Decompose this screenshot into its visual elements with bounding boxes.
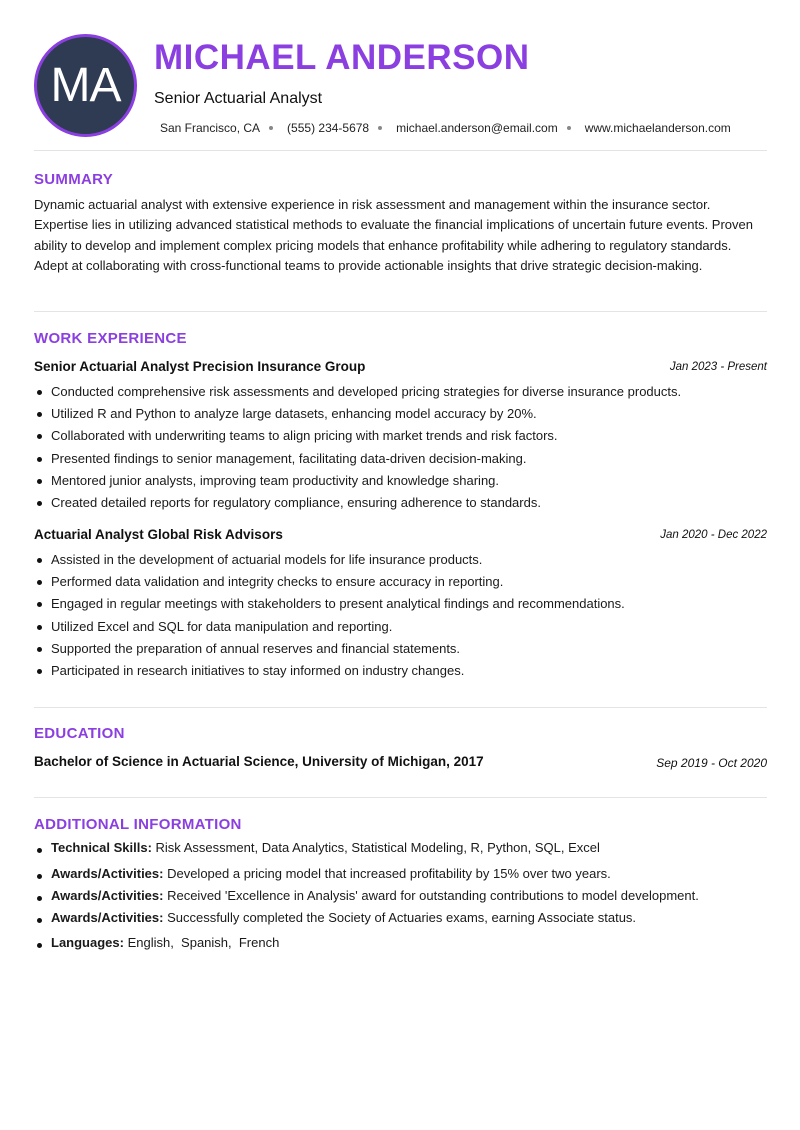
separator-dot-icon [567, 126, 571, 130]
candidate-role: Senior Actuarial Analyst [154, 90, 323, 107]
separator-dot-icon [378, 126, 382, 130]
avatar-initials: MA [50, 59, 121, 112]
info-text: Received 'Excellence in Analysis' award for outstanding contributions to model development. [163, 888, 699, 903]
info-text: Risk Assessment, Data Analytics, Statistical Modeling, R, Python, SQL, Excel [151, 840, 600, 855]
section-divider [34, 311, 767, 312]
separator-dot-icon [269, 126, 273, 130]
contact-location: San Francisco, CA [160, 121, 261, 135]
job-header [34, 527, 767, 545]
job-title: Actuarial Analyst Global Risk Advisors [34, 527, 283, 542]
work-experience-heading: WORK EXPERIENCE [34, 330, 187, 347]
bullet-item: Conducted comprehensive risk assessments and developed pricing strategies for diverse insurance products. [34, 381, 767, 403]
education-heading: EDUCATION [34, 725, 125, 742]
info-item [34, 840, 767, 866]
job-title: Senior Actuarial Analyst Precision Insurance Group [34, 359, 366, 374]
degree: Bachelor of Science in Actuarial Science, University of Michigan, 2017 [34, 754, 484, 769]
education-date: Sep 2019 - Oct 2020 [656, 756, 767, 770]
job-bullets [34, 549, 767, 682]
bullet-item: Created detailed reports for regulatory compliance, ensuring adherence to standards. [34, 492, 767, 514]
contact-phone: (555) 234-5678 [287, 121, 370, 135]
avatar [34, 34, 137, 137]
info-label: Awards/Activities: [51, 910, 164, 925]
bullet-item: Supported the preparation of annual reserves and financial statements. [34, 638, 767, 660]
additional-info-list [34, 840, 767, 957]
info-item [34, 888, 767, 910]
education-entry [34, 754, 767, 774]
job-date: Jan 2020 - Dec 2022 [660, 529, 767, 541]
bullet-item: Mentored junior analysts, improving team productivity and knowledge sharing. [34, 470, 767, 492]
contact-email[interactable]: michael.anderson@email.com [396, 121, 558, 135]
info-label: Languages: [51, 935, 124, 950]
additional-info-heading: ADDITIONAL INFORMATION [34, 816, 242, 833]
bullet-item: Utilized R and Python to analyze large datasets, enhancing model accuracy by 20%. [34, 403, 767, 425]
info-label: Technical Skills: [51, 840, 152, 855]
bullet-item: Utilized Excel and SQL for data manipulation and reporting. [34, 616, 767, 638]
job-date: Jan 2023 - Present [669, 361, 767, 373]
section-divider [34, 707, 767, 708]
info-item [34, 866, 767, 888]
bullet-item: Collaborated with underwriting teams to align pricing with market trends and risk factors. [34, 425, 767, 447]
info-text: English, Spanish, French [123, 935, 280, 950]
summary-text: Dynamic actuarial analyst with extensive experience in risk assessment and management within the insurance sector. Expertise lies in utilizing advanced statistical methods to evaluate the financial implications of uncertain future events. Proven ability to develop and implement complex pricing models that enhance profitability while adhering to regulatory standards. Adept at collaborating with cross-functional teams to provide actionable insights that drive strategic decision-making. [34, 197, 753, 274]
info-label: Awards/Activities: [51, 888, 164, 903]
bullet-item: Assisted in the development of actuarial models for life insurance products. [34, 549, 767, 571]
bullet-item: Engaged in regular meetings with stakeholders to present analytical findings and recommendations. [34, 593, 767, 615]
candidate-name: MICHAEL ANDERSON [154, 38, 530, 77]
summary-heading: SUMMARY [34, 171, 114, 188]
info-item [34, 910, 767, 935]
resume-header [34, 34, 767, 150]
info-text: Developed a pricing model that increased profitability by 15% over two years. [163, 866, 611, 881]
job-header [34, 359, 767, 377]
section-divider [34, 797, 767, 798]
section-divider [34, 150, 767, 151]
bullet-item: Presented findings to senior management, facilitating data-driven decision-making. [34, 448, 767, 470]
info-text: Successfully completed the Society of Actuaries exams, earning Associate status. [163, 910, 637, 925]
bullet-item: Performed data validation and integrity checks to ensure accuracy in reporting. [34, 571, 767, 593]
contact-website[interactable]: www.michaelanderson.com [584, 121, 731, 135]
job-bullets [34, 381, 767, 514]
contact-info [160, 121, 731, 135]
info-label: Awards/Activities: [51, 866, 164, 881]
info-item [34, 935, 767, 957]
bullet-item: Participated in research initiatives to stay informed on industry changes. [34, 660, 767, 682]
